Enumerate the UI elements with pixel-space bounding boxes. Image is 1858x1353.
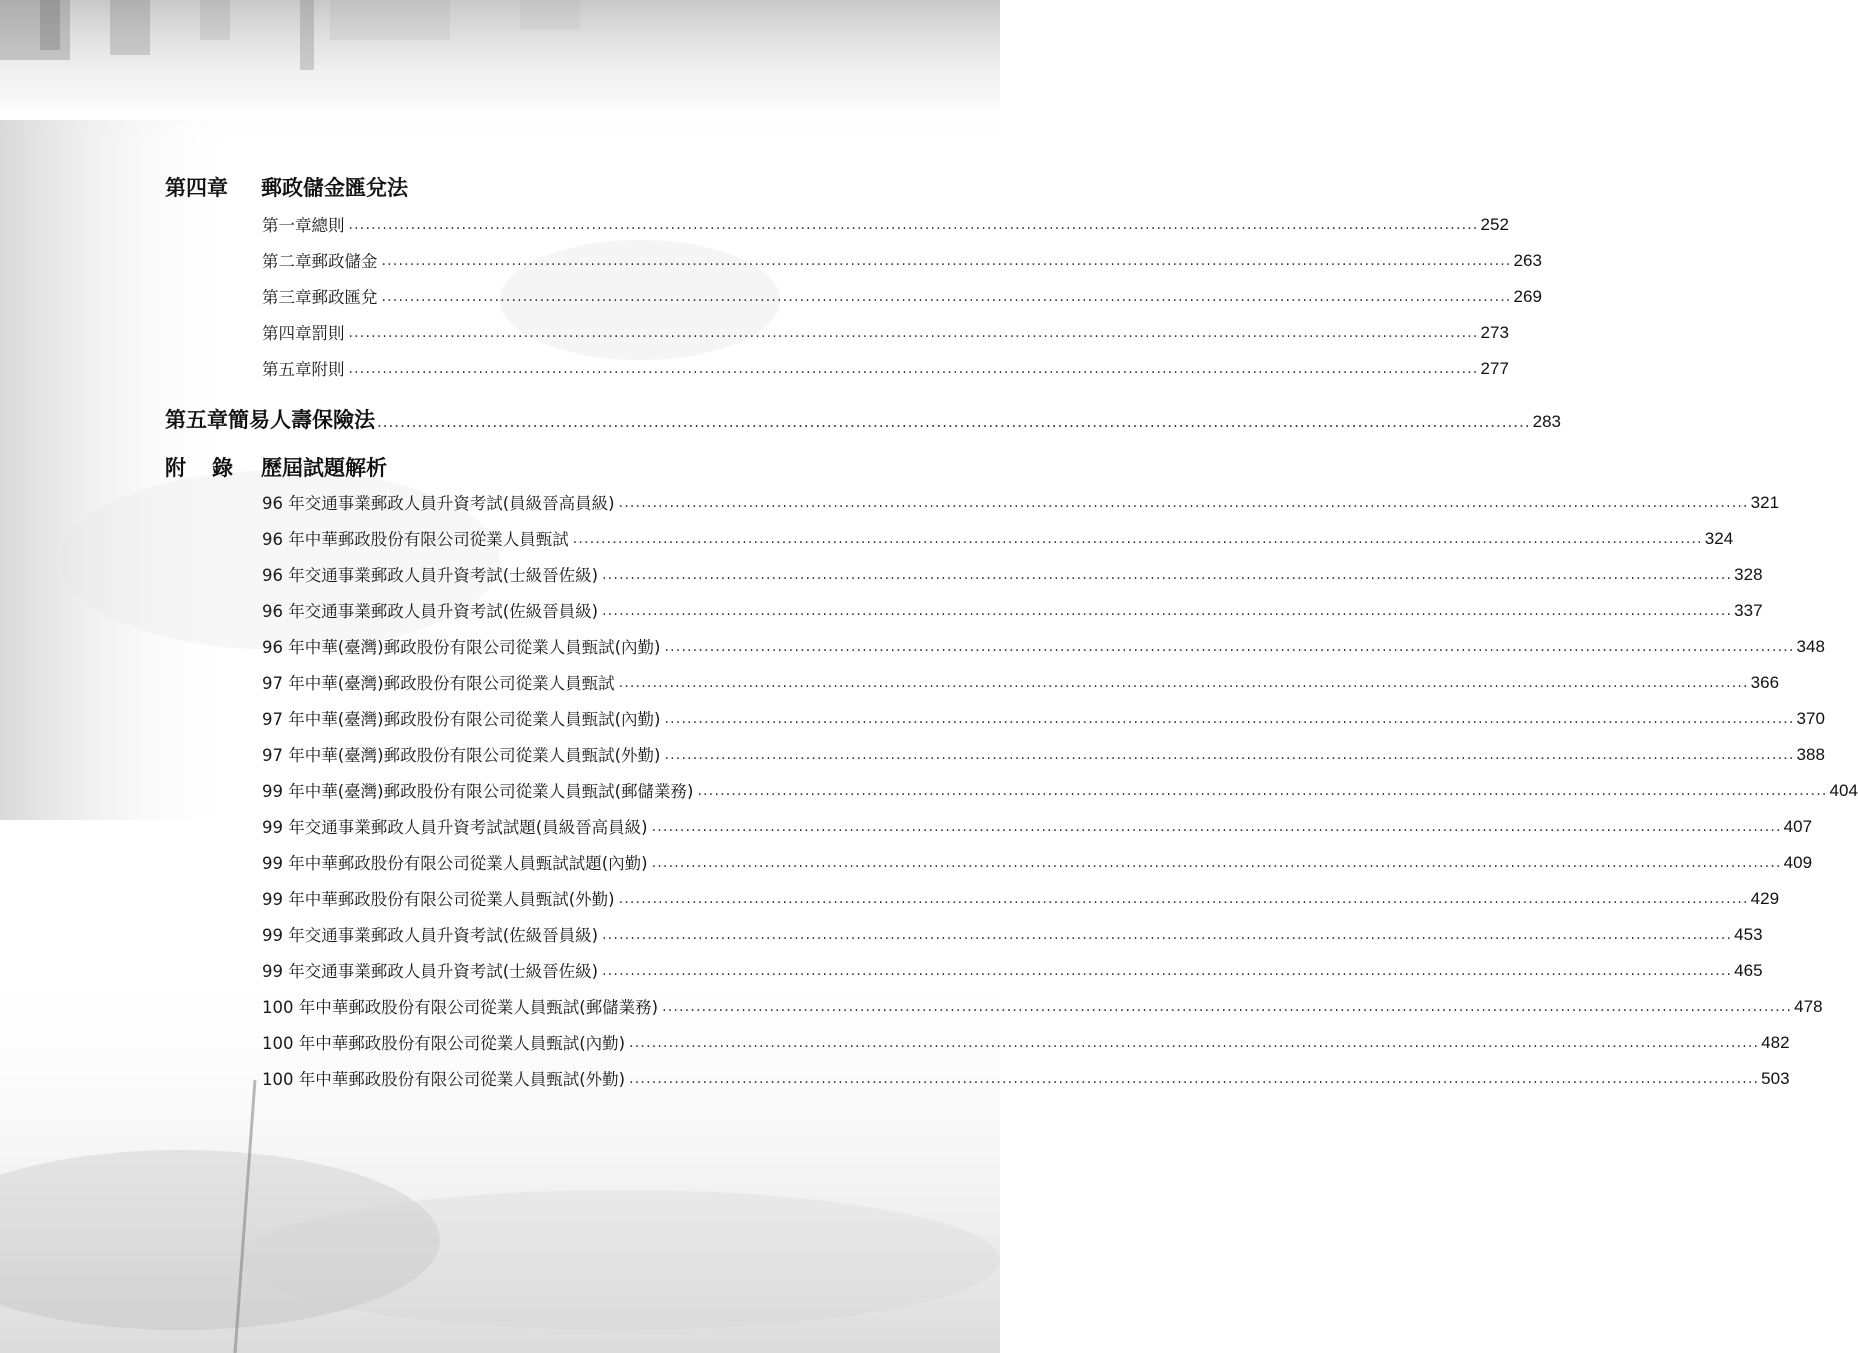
section-number: 第三章	[262, 288, 312, 307]
dot-leader: ........................................................................................................................................................................................................	[572, 531, 1703, 547]
dot-leader: ........................................................................................................................................................................................................	[651, 819, 1782, 835]
dot-leader: ........................................................................................................................................................................................................	[662, 999, 1793, 1015]
dot-leader: ........................................................................................................................................................................................................	[348, 217, 1479, 233]
toc-entry	[262, 486, 1780, 514]
toc-entry	[262, 882, 1780, 910]
toc-entry	[262, 594, 1763, 622]
page-number: 409	[1783, 853, 1813, 872]
entry-label: 100 年中華郵政股份有限公司從業人員甄試(內勤)	[262, 1034, 626, 1053]
entry-label: 100 年中華郵政股份有限公司從業人員甄試(外勤)	[262, 1070, 626, 1089]
entry-label: 96 年交通事業郵政人員升資考試(士級晉佐級)	[262, 566, 599, 585]
dot-leader: ........................................................................................................................................................................................................	[602, 927, 1733, 943]
dot-leader: ........................................................................................................................................................................................................	[618, 891, 1749, 907]
section-number: 第二章	[262, 252, 312, 271]
toc-entry	[262, 522, 1734, 550]
toc-entry	[262, 1062, 1790, 1090]
page-number: 277	[1480, 359, 1509, 378]
toc-entry	[262, 208, 1509, 236]
entry-label: 96 年中華郵政股份有限公司從業人員甄試	[262, 530, 569, 549]
dot-leader: ........................................................................................................................................................................................................	[348, 361, 1479, 377]
entry-label: 99 年交通事業郵政人員升資考試試題(員級晉高員級)	[262, 818, 648, 837]
dot-leader: ........................................................................................................................................................................................................	[381, 253, 1512, 269]
dot-leader: ........................................................................................................................................................................................................	[602, 963, 1733, 979]
toc-entry	[262, 630, 1825, 658]
entry-label: 99 年交通事業郵政人員升資考試(士級晉佐級)	[262, 962, 599, 981]
entry-label: 100 年中華郵政股份有限公司從業人員甄試(郵儲業務)	[262, 998, 659, 1017]
toc-entry	[262, 280, 1542, 308]
toc-entry	[262, 990, 1823, 1018]
page-number: 252	[1480, 215, 1509, 234]
appendix-heading	[165, 448, 817, 482]
entry-label: 97 年中華(臺灣)郵政股份有限公司從業人員甄試	[262, 674, 615, 693]
page-number: 404	[1829, 781, 1858, 800]
page-number: 388	[1796, 745, 1825, 764]
toc-entry	[262, 702, 1825, 730]
entry-label: 96 年交通事業郵政人員升資考試(員級晉高員級)	[262, 494, 615, 513]
section-title: 罰則	[311, 324, 345, 343]
dot-leader: ........................................................................................................................................................................................................	[618, 675, 1749, 691]
dot-leader: ........................................................................................................................................................................................................	[618, 495, 1749, 511]
page-number: 263	[1513, 251, 1542, 270]
dot-leader: ........................................................................................................................................................................................................	[602, 567, 1733, 583]
dot-leader: ........................................................................................................................................................................................................	[664, 711, 1795, 727]
dot-leader: ........................................................................................................................................................................................................	[381, 289, 1512, 305]
toc-entry	[262, 558, 1763, 586]
chapter-title: 郵政儲金匯兌法	[261, 175, 408, 200]
entry-label: 99 年中華(臺灣)郵政股份有限公司從業人員甄試(郵儲業務)	[262, 782, 694, 801]
page-number: 321	[1750, 493, 1780, 512]
dot-leader: ........................................................................................................................................................................................................	[348, 325, 1479, 341]
entry-label: 97 年中華(臺灣)郵政股份有限公司從業人員甄試(內勤)	[262, 710, 661, 729]
page-number: 370	[1796, 709, 1825, 728]
appendix-title: 歷屆試題解析	[261, 455, 387, 480]
appendix-number: 附錄	[165, 455, 259, 480]
entry-label: 99 年中華郵政股份有限公司從業人員甄試(外勤)	[262, 890, 615, 909]
section-number: 第一章	[262, 216, 312, 235]
page-number: 324	[1704, 529, 1734, 548]
page-number: 337	[1734, 601, 1763, 620]
section-title: 郵政匯兌	[311, 288, 378, 307]
page-number: 453	[1734, 925, 1763, 944]
chapter-heading	[165, 400, 1561, 434]
toc-entry	[262, 1026, 1790, 1054]
section-title: 總則	[311, 216, 345, 235]
entry-label: 96 年中華(臺灣)郵政股份有限公司從業人員甄試(內勤)	[262, 638, 661, 657]
section-number: 第五章	[262, 360, 312, 379]
page-number: 283	[1532, 412, 1561, 431]
section-number: 第四章	[262, 324, 312, 343]
page-number: 429	[1750, 889, 1780, 908]
page-number: 478	[1794, 997, 1823, 1016]
page-number: 273	[1480, 323, 1509, 342]
chapter-number: 第四章	[165, 175, 228, 200]
entry-label: 96 年交通事業郵政人員升資考試(佐級晉員級)	[262, 602, 599, 621]
page-number: 407	[1783, 817, 1813, 836]
page-number: 503	[1761, 1069, 1790, 1088]
page-number: 465	[1734, 961, 1763, 980]
toc-entry	[262, 846, 1813, 874]
page-number: 348	[1796, 637, 1825, 656]
toc-entry	[262, 666, 1780, 694]
dot-leader: ........................................................................................................................................................................................................	[629, 1071, 1760, 1087]
toc-entry	[262, 244, 1542, 272]
page-number: 482	[1761, 1033, 1790, 1052]
toc-entry	[262, 316, 1509, 344]
section-title: 附則	[311, 360, 345, 379]
dot-leader: ........................................................................................................................................................................................................	[602, 603, 1733, 619]
dot-leader: ........................................................................................................................................................................................................	[664, 747, 1795, 763]
toc-entry	[262, 738, 1825, 766]
toc-entry	[262, 810, 1813, 838]
toc-entry	[262, 352, 1509, 380]
chapter-title: 簡易人壽保險法	[228, 407, 375, 432]
dot-leader: ........................................................................................................................................................................................................	[697, 783, 1828, 799]
entry-label: 97 年中華(臺灣)郵政股份有限公司從業人員甄試(外勤)	[262, 746, 661, 765]
section-title: 郵政儲金	[311, 252, 378, 271]
dot-leader: ........................................................................................................................................................................................................	[377, 413, 1531, 431]
page-number: 328	[1734, 565, 1763, 584]
page-number: 366	[1750, 673, 1780, 692]
dot-leader: ........................................................................................................................................................................................................	[664, 639, 1795, 655]
chapter-number: 第五章	[165, 407, 228, 432]
chapter-heading	[165, 168, 817, 202]
toc-entry	[262, 774, 1858, 802]
dot-leader: ........................................................................................................................................................................................................	[651, 855, 1782, 871]
toc-entry	[262, 918, 1763, 946]
page-number: 269	[1513, 287, 1542, 306]
entry-label: 99 年交通事業郵政人員升資考試(佐級晉員級)	[262, 926, 599, 945]
entry-label: 99 年中華郵政股份有限公司從業人員甄試試題(內勤)	[262, 854, 648, 873]
dot-leader: ........................................................................................................................................................................................................	[629, 1035, 1760, 1051]
toc-entry	[262, 954, 1763, 982]
